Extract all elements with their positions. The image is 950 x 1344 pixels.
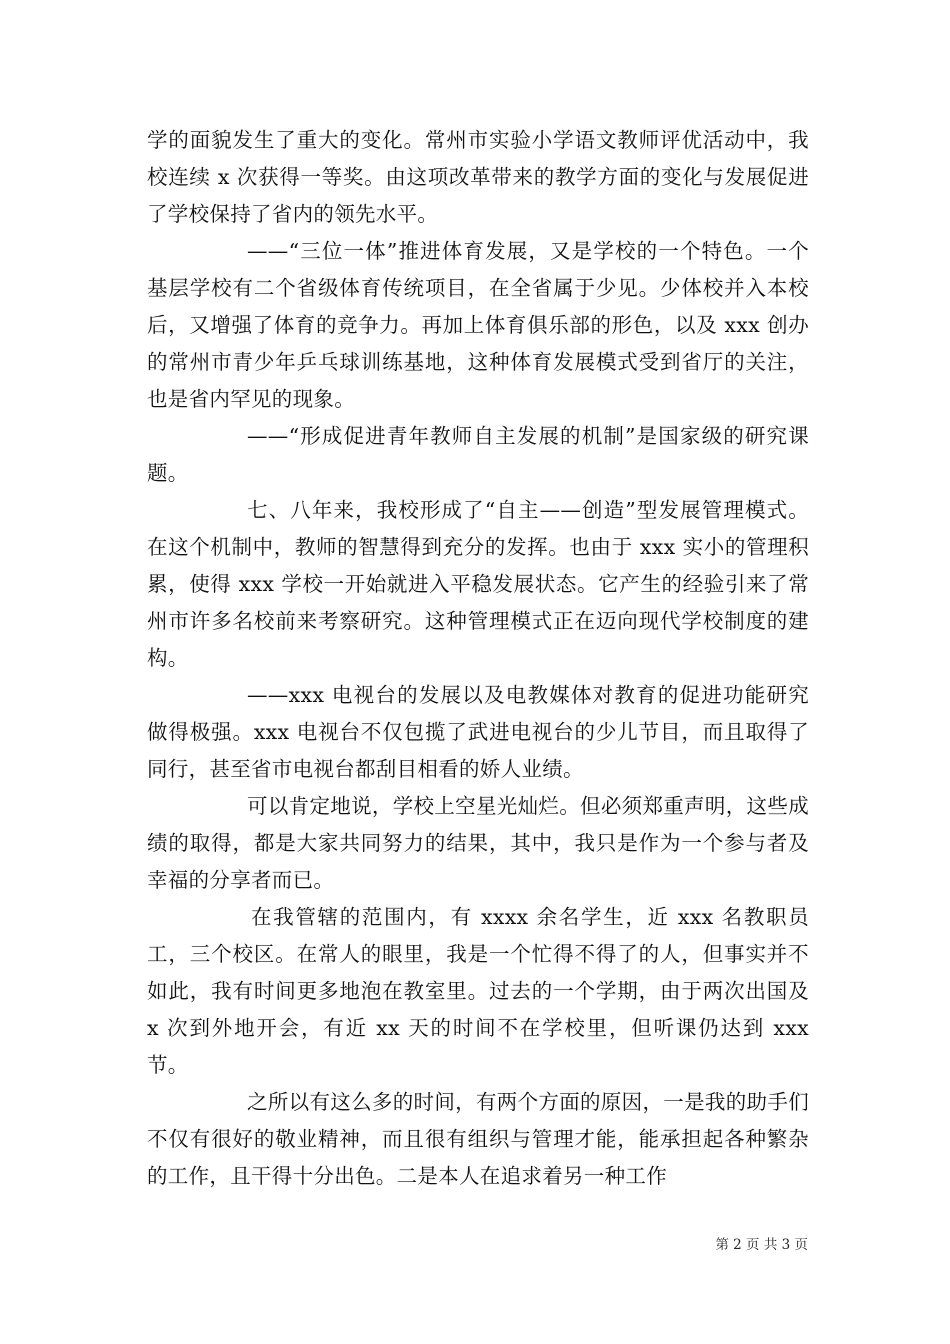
page-number-footer: 第 2 页 共 3 页 xyxy=(715,1237,808,1253)
paragraph-5: ——xxx 电视台的发展以及电教媒体对教育的促进功能研究做得极强。xxx 电视台不仅包揽了武进电视台的少儿节目，而且取得了同行，甚至省市电视台都刮目相看的娇人业绩。 xyxy=(147,683,809,781)
paragraph-7: 在我管辖的范围内，有 xxxx 余名学生，近 xxx 名教职员工，三个校区。在常人的眼里，我是一个忙得不得了的人，但事实并不如此，我有时间更多地泡在教室里。过去的一个学期，由于两次出国及 x 次到外地开会，有近 xx 天的时间不在学校里，但听课仍达到 xxx 节。 xyxy=(147,905,809,1077)
paragraph-8: 之所以有这么多的时间，有两个方面的原因，一是我的助手们不仅有很好的敬业精神，而且很有组织与管理才能，能承担起各种繁杂的工作，且干得十分出色。二是本人在追求着另一种工作 xyxy=(147,1090,809,1188)
paragraph-2: ——“三位一体”推进体育发展，又是学校的一个特色。一个基层学校有二个省级体育传统项目，在全省属于少见。少体校并入本校后，又增强了体育的竞争力。再加上体育俱乐部的形色，以及 xxx 创办的常州市青少年乒乓球训练基地，这种体育发展模式受到省厅的关注，也是省内罕见的现象。 xyxy=(147,239,809,411)
paragraph-4: 七、八年来，我校形成了“自主——创造”型发展管理模式。在这个机制中，教师的智慧得到充分的发挥。也由于 xxx 实小的管理积累，使得 xxx 学校一开始就进入平稳发展状态。它产生的经验引来了常州市许多名校前来考察研究。这种管理模式正在迈向现代学校制度的建构。 xyxy=(147,498,809,670)
document-body xyxy=(147,122,809,1195)
paragraph-3: ——“形成促进青年教师自主发展的机制”是国家级的研究课题。 xyxy=(147,424,809,485)
paragraph-1: 学的面貌发生了重大的变化。常州市实验小学语文教师评优活动中，我校连续 x 次获得一等奖。由这项改革带来的教学方面的变化与发展促进了学校保持了省内的领先水平。 xyxy=(147,128,809,226)
paragraph-6: 可以肯定地说，学校上空星光灿烂。但必须郑重声明，这些成绩的取得，都是大家共同努力的结果，其中，我只是作为一个参与者及幸福的分享者而已。 xyxy=(147,794,809,892)
